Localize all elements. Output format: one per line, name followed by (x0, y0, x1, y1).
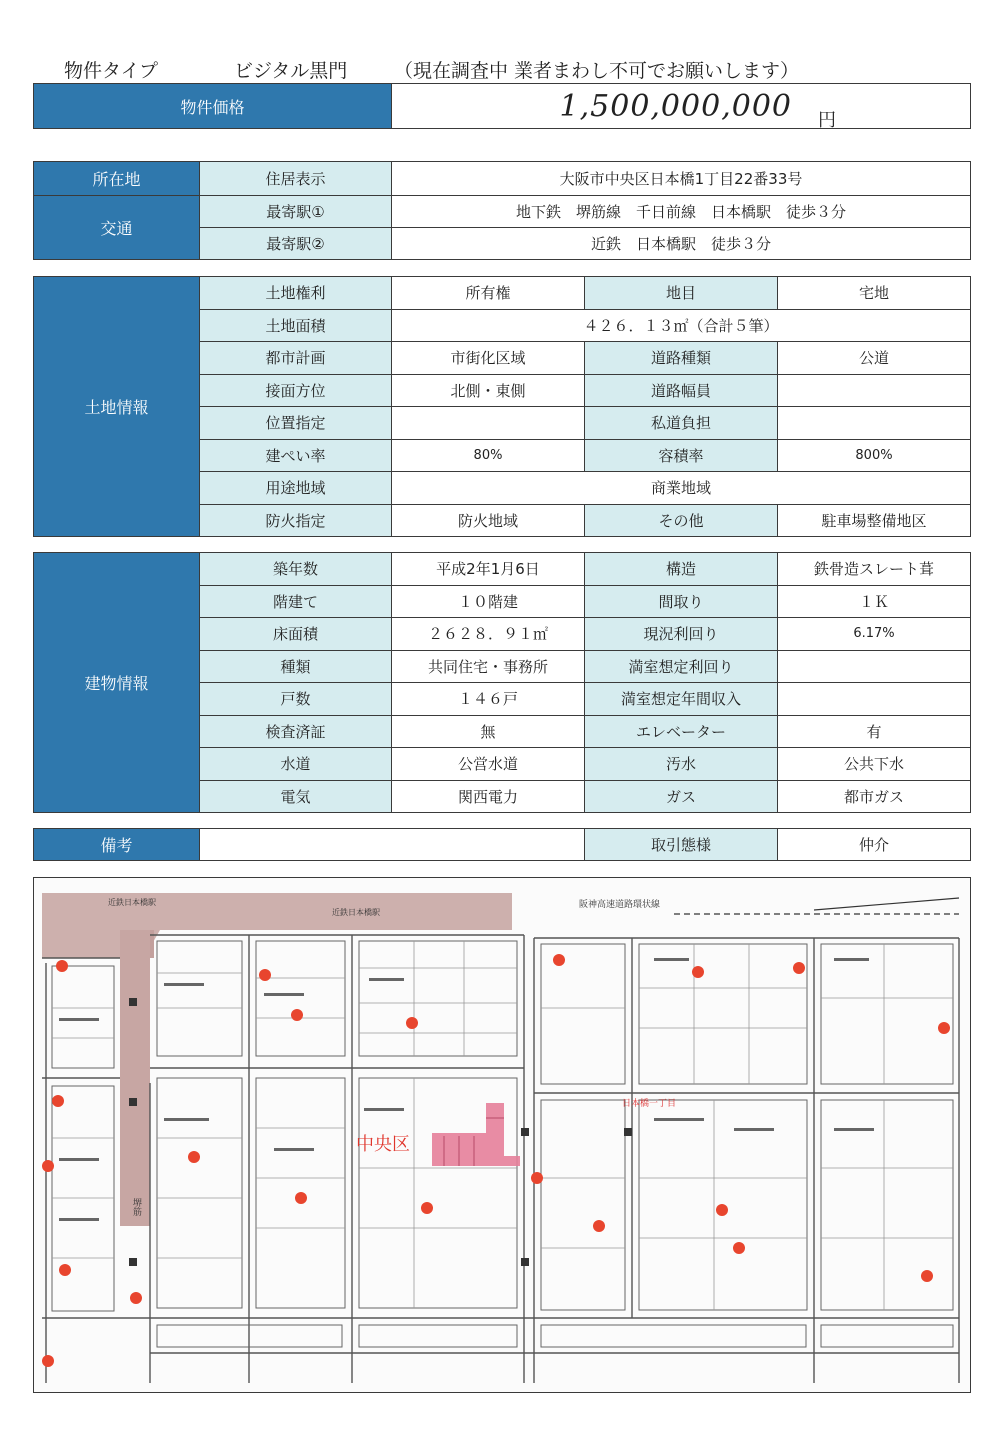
price-unit: 円 (818, 109, 836, 129)
land-row-label: 道路幅員 (585, 374, 778, 407)
price-label: 物件価格 (34, 84, 392, 129)
building-row-label: 築年数 (200, 553, 392, 586)
building-row-label: 床面積 (200, 618, 392, 651)
land-row-label: 防火指定 (200, 504, 392, 537)
remarks-label: 備考 (34, 829, 200, 861)
land-row-label: 建ぺい率 (200, 439, 392, 472)
map-block-label: 日本橋一丁目 (622, 1099, 677, 1109)
deal-type-label: 取引態様 (585, 829, 778, 861)
building-row-label: 満室想定利回り (585, 650, 778, 683)
building-row-value: 6.17% (778, 618, 971, 651)
map-station-label-mid: 近鉄日本橋駅 (332, 908, 380, 917)
price-value: 1,500,000,000 (559, 88, 792, 124)
building-row-label: 戸数 (200, 683, 392, 716)
land-row-label: 位置指定 (200, 407, 392, 440)
address-label: 住居表示 (200, 162, 392, 196)
building-row-value: 鉄骨造スレート葺 (778, 553, 971, 586)
land-row-value: 宅地 (778, 277, 971, 310)
building-row-label: 電気 (200, 780, 392, 813)
building-row-value: 無 (392, 715, 585, 748)
building-row-label: 種類 (200, 650, 392, 683)
map-expressway-label: 阪神高速道路環状線 (579, 900, 661, 910)
map-graphic (34, 878, 970, 1392)
price-cell (392, 84, 971, 129)
transport-section-label: 交通 (34, 196, 200, 260)
land-row-label: 容積率 (585, 439, 778, 472)
station2-value: 近鉄 日本橋駅 徒歩３分 (392, 228, 971, 260)
building-row-value: １４６戸 (392, 683, 585, 716)
land-row-value (778, 407, 971, 440)
station1-value: 地下鉄 堺筋線 千日前線 日本橋駅 徒歩３分 (392, 196, 971, 228)
property-type-label: 物件タイプ (64, 60, 159, 82)
land-row-value: 駐車場整備地区 (778, 504, 971, 537)
building-row-value: 都市ガス (778, 780, 971, 813)
land-row-value: 800% (778, 439, 971, 472)
land-row-label: 土地権利 (200, 277, 392, 310)
building-row-label: 汚水 (585, 748, 778, 781)
station2-label: 最寄駅② (200, 228, 392, 260)
zoning-value: 商業地域 (392, 472, 971, 505)
land-row-value: 市街化区域 (392, 342, 585, 375)
building-row-value (778, 650, 971, 683)
deal-type-value: 仲介 (778, 829, 971, 861)
land-row-label: 土地面積 (200, 309, 392, 342)
land-row-label: 用途地域 (200, 472, 392, 505)
building-row-value: 平成2年1月6日 (392, 553, 585, 586)
land-row-label: 都市計画 (200, 342, 392, 375)
building-row-value (778, 683, 971, 716)
building-row-label: 階建て (200, 585, 392, 618)
building-row-label: 現況利回り (585, 618, 778, 651)
building-row-value: 共同住宅・事務所 (392, 650, 585, 683)
building-row-value: １Ｋ (778, 585, 971, 618)
building-row-label: ガス (585, 780, 778, 813)
building-row-value: １０階建 (392, 585, 585, 618)
price-table (33, 83, 971, 129)
land-area-value: ４２６．１３㎡（合計５筆） (392, 309, 971, 342)
building-row-value: 公共下水 (778, 748, 971, 781)
building-row-value: ２６２８．９１㎡ (392, 618, 585, 651)
building-row-label: 構造 (585, 553, 778, 586)
land-row-value: 所有権 (392, 277, 585, 310)
building-row-value: 関西電力 (392, 780, 585, 813)
land-row-value: 80% (392, 439, 585, 472)
land-row-label: その他 (585, 504, 778, 537)
station1-label: 最寄駅① (200, 196, 392, 228)
land-row-label: 地目 (585, 277, 778, 310)
land-section-label: 土地情報 (34, 277, 200, 537)
location-table (33, 161, 971, 260)
remarks-table (33, 828, 971, 861)
land-row-value (392, 407, 585, 440)
property-name: ビジタル黒門 (234, 60, 348, 82)
building-row-label: エレベーター (585, 715, 778, 748)
property-note: （現在調査中 業者まわし不可でお願いします） (394, 60, 800, 82)
land-row-value: 防火地域 (392, 504, 585, 537)
map-station-label-left: 近鉄日本橋駅 (108, 898, 156, 907)
map-street-label: 堺筋 (131, 1198, 141, 1216)
land-table (33, 276, 971, 537)
land-row-value: 公道 (778, 342, 971, 375)
building-row-label: 満室想定年間収入 (585, 683, 778, 716)
land-row-value: 北側・東側 (392, 374, 585, 407)
remarks-value (200, 829, 585, 861)
map-ward-label: 中央区 (356, 1134, 410, 1155)
building-row-value: 有 (778, 715, 971, 748)
location-map (33, 877, 971, 1393)
building-row-value: 公営水道 (392, 748, 585, 781)
property-type-line (60, 54, 940, 84)
building-row-label: 水道 (200, 748, 392, 781)
building-table (33, 552, 971, 813)
building-row-label: 間取り (585, 585, 778, 618)
land-row-label: 接面方位 (200, 374, 392, 407)
building-section-label: 建物情報 (34, 553, 200, 813)
location-section-label: 所在地 (34, 162, 200, 196)
building-row-label: 検査済証 (200, 715, 392, 748)
address-value: 大阪市中央区日本橋1丁目22番33号 (392, 162, 971, 196)
land-row-value (778, 374, 971, 407)
land-row-label: 私道負担 (585, 407, 778, 440)
land-row-label: 道路種類 (585, 342, 778, 375)
